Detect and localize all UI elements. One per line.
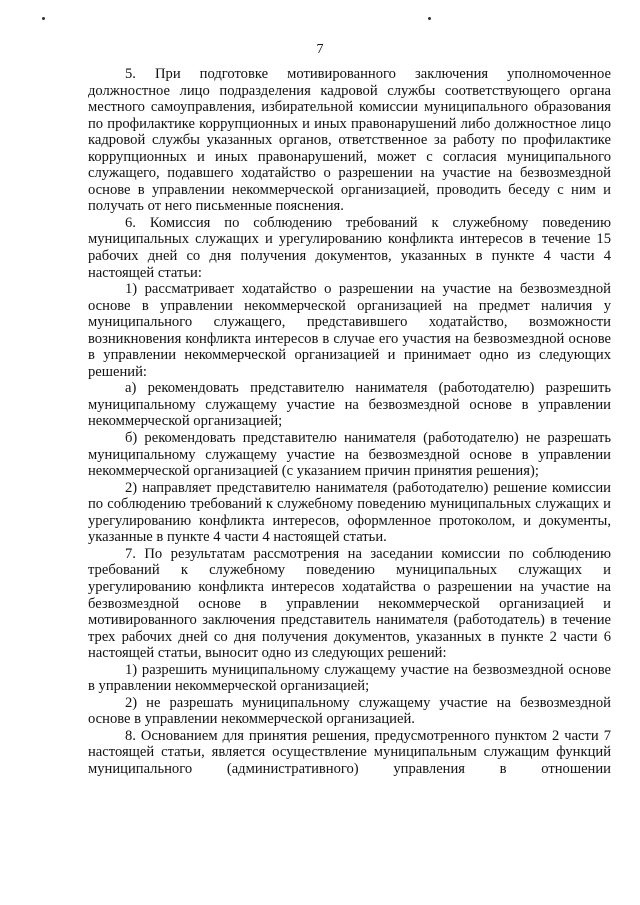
document-body bbox=[88, 66, 611, 778]
paragraph-7-item-1: 1) разрешить муниципальному служащему участие на безвозмездной основе в управлении некоммерческой организацией; bbox=[88, 661, 611, 695]
paragraph-6-item-2: 2) направляет представителю нанимателя (работодателю) решение комиссии по соблюдению требований к служебному поведению муниципальных служащих и урегулированию конфликта интересов, оформленное протоколом, и документы, указанные в пункте 4 части 4 настоящей статьи. bbox=[88, 479, 611, 546]
paragraph-8: 8. Основанием для принятия решения, предусмотренного пунктом 2 части 7 настоящей статьи, является осуществление муниципальным служащим функций муниципального (административного) управления в отношении bbox=[88, 727, 611, 777]
page-number: 7 bbox=[316, 42, 324, 57]
paragraph-7-item-2: 2) не разрешать муниципальному служащему участие на безвозмездной основе в управлении некоммерческой организацией. bbox=[88, 694, 611, 728]
paragraph-6-item-1: 1) рассматривает ходатайство о разрешении на участие на безвозмездной основе в управлении некоммерческой организацией на предмет наличия у муниципального служащего, представившего ходатайство, возможности возникновения конфликта интересов в случае его участия на безвозмездной основе в управлении некоммерческой организацией и принимает одно из следующих решений: bbox=[88, 281, 611, 380]
scan-artifact-right bbox=[428, 17, 431, 20]
paragraph-7: 7. По результатам рассмотрения на заседании комиссии по соблюдению требований к служебному поведению муниципальных служащих и урегулированию конфликта интересов ходатайства о разрешении на участие на безвозмездной основе в управлении некоммерческой организацией и мотивированного заключения представитель нанимателя (работодатель) в течение трех рабочих дней со дня получения документов, указанных в пункте 2 части 6 настоящей статьи, выносит одно из следующих решений: bbox=[88, 545, 611, 662]
scan-artifact-left bbox=[42, 17, 45, 20]
paragraph-5: 5. При подготовке мотивированного заключения уполномоченное должностное лицо подразделения кадровой службы соответствующего органа местного самоуправления, избирательной комиссии муниципального образования по профилактике коррупционных и иных правонарушений либо должностное лицо кадровой службы указанных органов, ответственное за работу по профилактике коррупционных и иных правонарушений, может с согласия муниципального служащего, подавшего ходатайство о разрешении на участие на безвозмездной основе в управлении некоммерческой организацией, проводить беседу с ним и получать от него письменные пояснения. bbox=[88, 66, 611, 215]
paragraph-6: 6. Комиссия по соблюдению требований к служебному поведению муниципальных служащих и урегулированию конфликта интересов в течение 15 рабочих дней со дня получения документов, указанных в пункте 4 части 4 настоящей статьи: bbox=[88, 214, 611, 281]
paragraph-6-item-1b: б) рекомендовать представителю нанимателя (работодателю) не разрешать муниципальному служащему участие на безвозмездной основе в управлении некоммерческой организацией (с указанием причин принятия решения); bbox=[88, 430, 611, 480]
paragraph-6-item-1a: а) рекомендовать представителю нанимателя (работодателю) разрешить муниципальному служащему участие на безвозмездной основе в управлении некоммерческой организацией; bbox=[88, 380, 611, 430]
